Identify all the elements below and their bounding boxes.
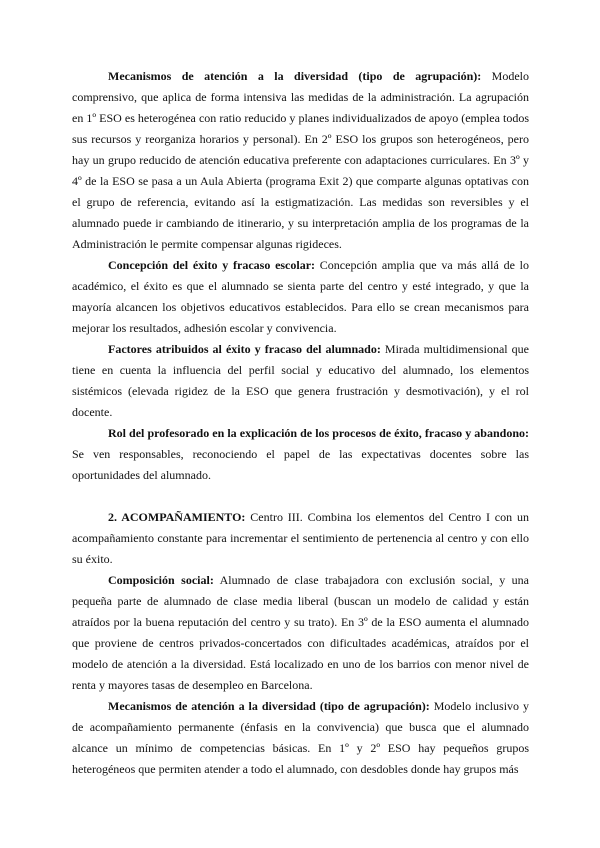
paragraph-heading: Mecanismos de atención a la diversidad (tipo de agrupación): <box>108 699 430 713</box>
section-spacer <box>72 486 529 507</box>
paragraph-diversity-mechanisms-1 <box>72 66 529 255</box>
paragraph-text: Mirada multidimensional que tiene en cuenta la influencia del perfil social y educativo del alumnado, los elementos sistémicos (elevada rigidez de la ESO que genera frustración y desmotivación), y el rol docente. <box>72 342 529 419</box>
paragraph-text: Modelo inclusivo y de acompañamiento permanente (énfasis en la convivencia) que busca que el alumnado alcance un mínimo de competencias básicas. En 1º y 2º ESO hay pequeños grupos heterogéneos que permiten atender a todo el alumnado, con desdobles donde hay grupos más <box>72 699 530 776</box>
paragraph-heading: Rol del profesorado en la explicación de los procesos de éxito, fracaso y abandono: <box>108 426 529 440</box>
paragraph-diversity-mechanisms-2 <box>72 696 529 780</box>
paragraph-text: Alumnado de clase trabajadora con exclusión social, y una pequeña parte de alumnado de clase media liberal (buscan un modelo de calidad y están atraídos por la buena reputación del centro y su trato). En 3º de la ESO aumenta el alumnado que proviene de centros privados-concertados con dificultades académicas, atraídos por el modelo de atención a la diversidad. Está localizado en uno de los barrios con menor nivel de renta y mayores tasas de desempleo en Barcelona. <box>72 573 529 692</box>
paragraph-social-composition <box>72 570 529 696</box>
paragraph-heading: Composición social: <box>108 573 214 587</box>
paragraph-heading: Factores atribuidos al éxito y fracaso del alumnado: <box>108 342 381 356</box>
paragraph-text: Modelo comprensivo, que aplica de forma intensiva las medidas de la administración. La agrupación en 1º ESO es heterogénea con ratio reducido y planes individualizados de apoyo (emplea todos sus recursos y reorganiza horarios y personal). En 2º ESO los grupos son heterogéneos, pero hay un grupo reducido de atención educativa preferente con adaptaciones curriculares. En 3º y 4º de la ESO se pasa a un Aula Abierta (programa Exit 2) que comparte algunas optativas con el grupo de referencia, evitando así la estigmatización. Las medidas son reversibles y el alumnado puede ir cambiando de itinerario, y su interpretación amplia de los programas de la Administración le permite compensar algunas rigideces. <box>72 69 529 251</box>
document-page <box>72 66 529 780</box>
paragraph-text: Centro III. Combina los elementos del Centro I con un acompañamiento constante para incrementar el sentimiento de pertenencia al centro y con ello su éxito. <box>72 510 529 566</box>
paragraph-teacher-role <box>72 423 529 486</box>
section-heading-accompaniment <box>72 507 529 570</box>
paragraph-heading: Mecanismos de atención a la diversidad (tipo de agrupación): <box>108 69 482 83</box>
paragraph-text: Se ven responsables, reconociendo el papel de las expectativas docentes sobre las oportunidades del alumnado. <box>72 447 529 482</box>
paragraph-text: Concepción amplia que va más allá de lo académico, el éxito es que el alumnado se sienta parte del centro y esté integrado, y que la mayoría alcancen los objetivos educativos establecidos. Para ello se crean mecanismos para mejorar los resultados, adhesión escolar y convivencia. <box>72 258 529 335</box>
paragraph-success-conception <box>72 255 529 339</box>
paragraph-heading: 2. ACOMPAÑAMIENTO: <box>108 510 246 524</box>
paragraph-heading: Concepción del éxito y fracaso escolar: <box>108 258 316 272</box>
paragraph-success-factors <box>72 339 529 423</box>
